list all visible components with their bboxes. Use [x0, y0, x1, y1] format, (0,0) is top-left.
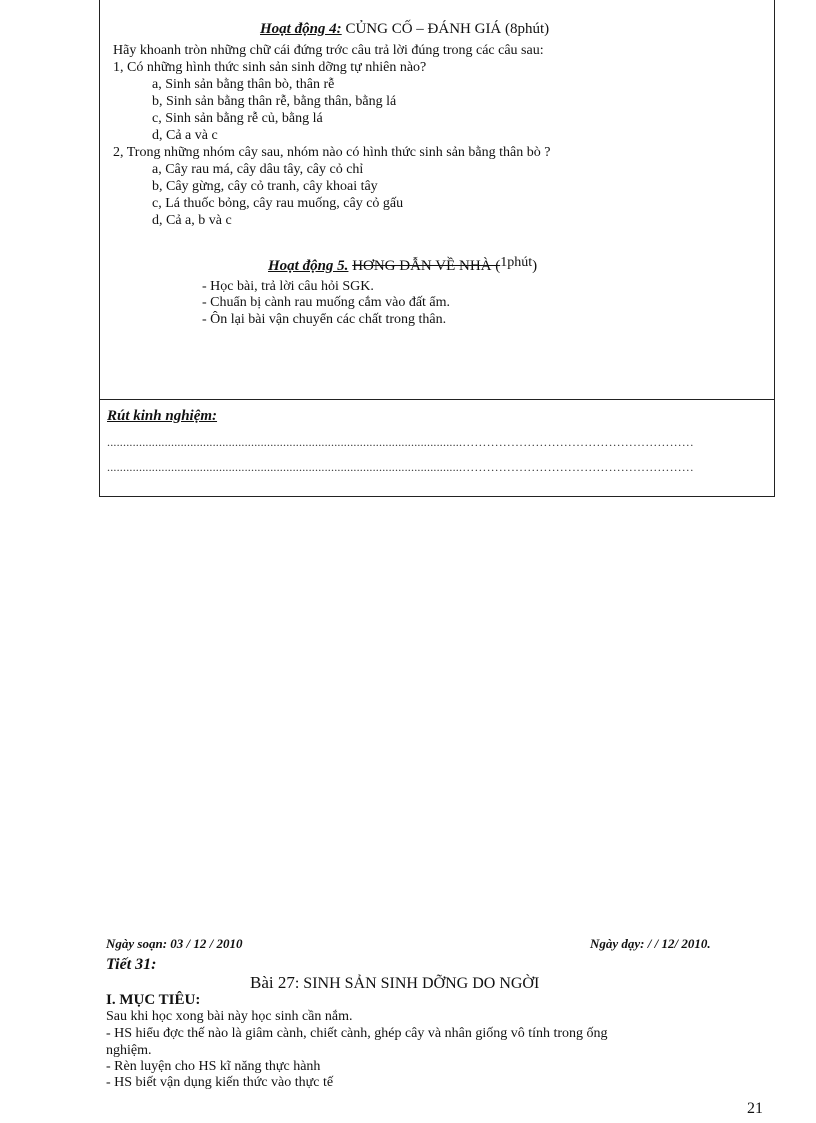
activity5-close: ) [532, 258, 538, 274]
lesson-name: : SINH SẢN SINH DỠNG DO NGỜI [294, 975, 540, 992]
activity4-instruction: Hãy khoanh tròn những chữ cái đứng trớc câu trả lời đúng trong các câu sau: [113, 43, 544, 58]
homework-item-1: - Học bài, trả lời câu hỏi SGK. [202, 279, 374, 294]
experience-line-1: ...............................................................................................................………………………………………………… [107, 435, 694, 449]
activity5-duration: 1phút [500, 255, 533, 270]
objective-line-2: - HS hiểu đợc thế nào là giâm cành, chiết cành, ghép cây và nhân giống vô tính trong ống [106, 1026, 608, 1041]
q2-option-d: d, Cả a, b và c [152, 213, 232, 228]
lesson-number: Bài 27 [250, 973, 295, 992]
period-label: Tiết 31: [106, 956, 157, 973]
experience-line-2: ...............................................................................................................………………………………………………… [107, 460, 694, 474]
objectives-heading: I. MỤC TIÊU: [106, 992, 201, 1008]
q2-option-b: b, Cây gừng, cây cỏ tranh, cây khoai tây [152, 179, 378, 194]
activity4-heading [260, 21, 549, 37]
q1-option-b: b, Sinh sản bằng thân rễ, bằng thân, bằng lá [152, 94, 397, 109]
activity5-heading [268, 255, 538, 275]
homework-item-3: - Ôn lại bài vận chuyển các chất trong thân. [202, 312, 447, 327]
objective-line-3: nghiệm. [106, 1043, 152, 1058]
page-number: 21 [747, 1100, 763, 1117]
activity4-label: Hoạt động 4: [260, 21, 342, 37]
objective-line-5: - HS biết vận dụng kiến thức vào thực tế [106, 1075, 334, 1090]
objective-line-1: Sau khi học xong bài này học sinh cần nắm. [106, 1009, 353, 1024]
date-prepared: Ngày soạn: 03 / 12 / 2010 [106, 936, 243, 951]
activity5-title: HƠNG DẪN VỀ NHÀ ( [352, 258, 501, 274]
q1-option-a: a, Sinh sản bằng thân bò, thân rễ [152, 77, 335, 92]
activity5-label: Hoạt động 5. [268, 258, 349, 274]
lesson-title [250, 975, 539, 992]
activity4-title: CỦNG CỐ – ĐÁNH GIÁ (8phút) [345, 21, 550, 37]
question-2: 2, Trong những nhóm cây sau, nhóm nào có hình thức sinh sản bằng thân bò ? [113, 145, 551, 160]
question-1: 1, Có những hình thức sinh sản sinh dỡng tự nhiên nào? [113, 60, 427, 75]
q2-option-a: a, Cây rau má, cây dâu tây, cây cỏ chỉ [152, 162, 364, 177]
q1-option-d: d, Cả a và c [152, 128, 218, 143]
date-taught: Ngày dạy: / / 12/ 2010. [590, 936, 711, 951]
experience-label: Rút kinh nghiệm: [107, 408, 218, 424]
objective-line-4: - Rèn luyện cho HS kĩ năng thực hành [106, 1059, 321, 1074]
homework-item-2: - Chuẩn bị cành rau muống cắm vào đất ẩm. [202, 295, 451, 310]
q2-option-c: c, Lá thuốc bỏng, cây rau muống, cây cỏ gấu [152, 196, 404, 211]
q1-option-c: c, Sinh sản bằng rễ củ, bằng lá [152, 111, 323, 126]
